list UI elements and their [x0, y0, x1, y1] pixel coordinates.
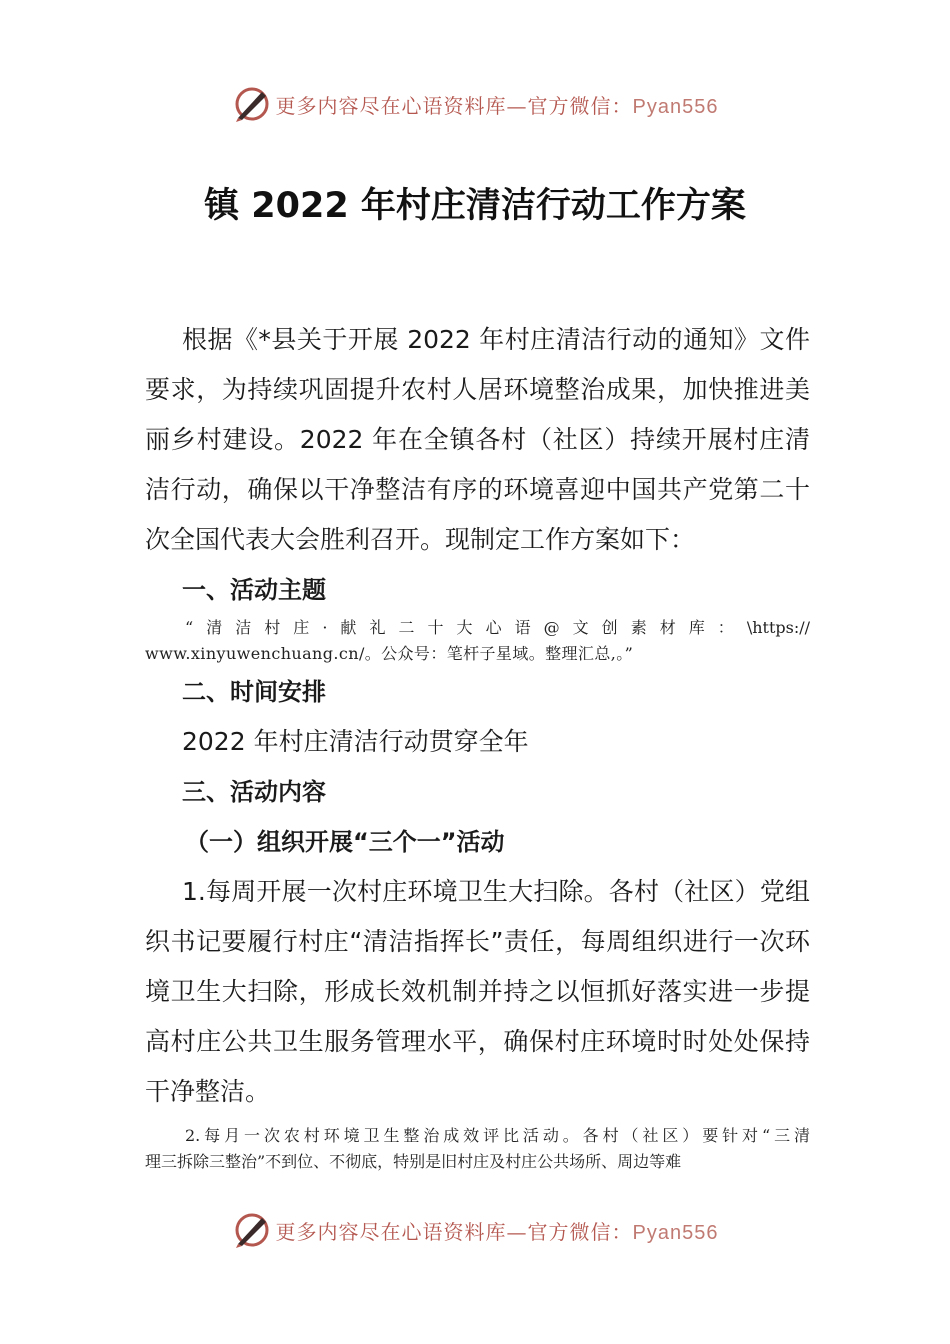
- item-2-line-1: 2.每月一次农村环境卫生整治成效评比活动。各村（社区）要针对“三清: [185, 1126, 810, 1145]
- item-1-paragraph: 1.每周开展一次村庄环境卫生大扫除。各村（社区）党组织书记要履行村庄“清洁指挥长”责任，每周组织进行一次环境卫生大扫除，形成长效机制并持之以恒抓好落实进一步提高村庄公共卫生服务管理水平，确保村庄环境时时处处保持干净整洁。: [145, 877, 810, 1106]
- banner-text: [276, 1216, 719, 1245]
- document-title: 镇 2022 年村庄清洁行动工作方案: [204, 186, 746, 226]
- pen-circle-logo-icon: [232, 1210, 272, 1250]
- pen-circle-logo-icon: [232, 84, 272, 124]
- theme-text-line-2: www.xinyuwenchuang.cn/。公众号：笔杆子星域。整理汇总,。”: [145, 644, 634, 663]
- banner-label: 更多内容尽在心语资料库—官方微信：: [275, 1219, 633, 1244]
- item-2-line-2: 理三拆除三整治”不到位、不彻底，特别是旧村庄及村庄公共场所、周边等难: [145, 1152, 682, 1171]
- intro-paragraph: 根据《*县关于开展 2022 年村庄清洁行动的通知》文件要求，为持续巩固提升农村人居环境整治成果，加快推进美丽乡村建设。2022 年在全镇各村（社区）持续开展村庄清洁行动，确保以干净整洁有序的环境喜迎中国共产党第二十次全国代表大会胜利召开。现制定工作方案如下：: [145, 325, 810, 554]
- banner-text: [276, 90, 719, 119]
- subsection-heading-1: （一）组织开展“三个一”活动: [185, 828, 505, 856]
- schedule-text: 2022 年村庄清洁行动贯穿全年: [182, 727, 529, 756]
- document-body: [145, 315, 810, 1175]
- section-heading-schedule: 二、时间安排: [182, 678, 326, 706]
- footer-banner: [0, 1208, 950, 1252]
- header-banner: [0, 82, 950, 126]
- section-heading-content: 三、活动内容: [182, 778, 326, 806]
- section-heading-theme: 一、活动主题: [182, 576, 326, 604]
- theme-text-line-1: “清洁村庄·献礼二十大心语@文创素材库：\https://: [185, 618, 810, 637]
- banner-wechat-id: Pyan556: [632, 1221, 719, 1244]
- banner-label: 更多内容尽在心语资料库—官方微信：: [275, 93, 633, 118]
- banner-wechat-id: Pyan556: [632, 95, 719, 118]
